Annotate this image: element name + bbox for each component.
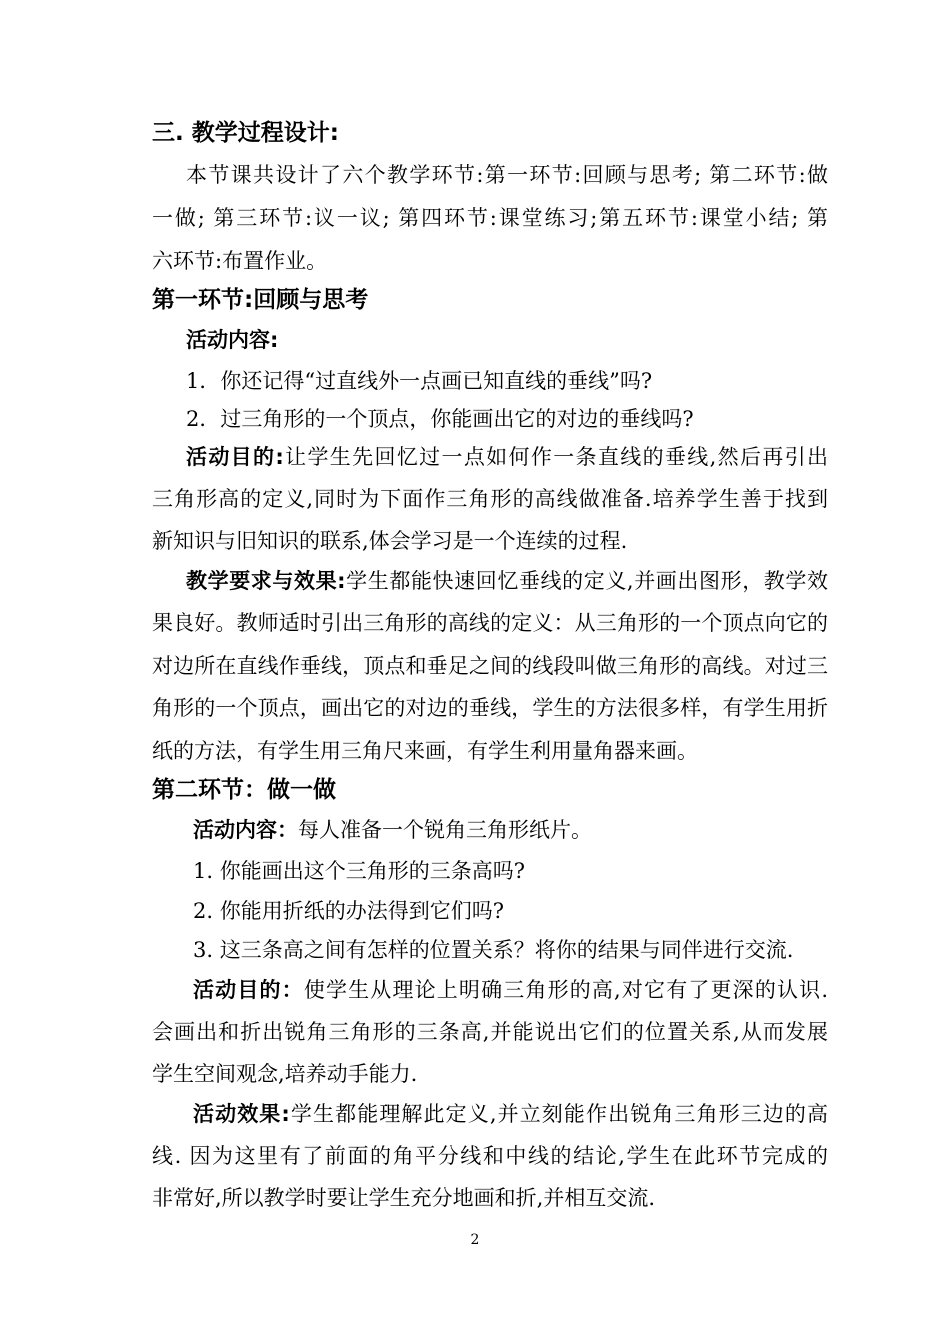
part2-goal-line-1 — [193, 975, 828, 1005]
part1-effect-label: 教学要求与效果: — [186, 569, 346, 593]
part2-item-2: 2. 你能用折纸的办法得到它们吗? — [193, 899, 504, 923]
part1-effect-line-2: 果良好。教师适时引出三角形的高线的定义：从三角形的一个顶点向它的 — [152, 611, 828, 635]
part2-effect-line-1 — [193, 1099, 828, 1129]
part1-effect-line-3: 对边所在直线作垂线，顶点和垂足之间的线段叫做三角形的高线。对过三 — [152, 654, 828, 678]
part2-item-1: 1. 你能画出这个三角形的三条高吗? — [193, 859, 525, 883]
part1-effect-line-1 — [186, 566, 828, 596]
part2-content-text: 每人准备一个锐角三角形纸片。 — [298, 818, 592, 842]
intro-line-3: 六环节:布置作业。 — [152, 249, 328, 273]
part1-goal-text: 让学生先回忆过一点如何作一条直线的垂线,然后再引出 — [283, 445, 828, 469]
part1-goal-label: 活动目的: — [186, 445, 284, 469]
part2-effect-label: 活动效果: — [193, 1102, 290, 1126]
part1-heading: 第一环节:回顾与思考 — [152, 287, 369, 313]
page-number: 2 — [470, 1232, 480, 1248]
part2-goal-line-3: 学生空间观念,培养动手能力. — [152, 1062, 418, 1086]
part2-content-label: 活动内容： — [193, 818, 298, 842]
part2-item-3: 3. 这三条高之间有怎样的位置关系？将你的结果与同伴进行交流. — [193, 938, 794, 962]
part1-effect-line-5: 纸的方法，有学生用三角尺来画，有学生利用量角器来画。 — [152, 739, 698, 763]
part2-goal-text: 使学生从理论上明确三角形的高,对它有了更深的认识. — [303, 978, 829, 1002]
part1-item-1: 1．你还记得“过直线外一点画已知直线的垂线”吗? — [186, 369, 653, 393]
part1-goal-line-1 — [186, 442, 828, 472]
part2-effect-text: 学生都能理解此定义,并立刻能作出锐角三角形三边的高 — [289, 1102, 828, 1126]
intro-line-2: 一做; 第三环节:议一议; 第四环节:课堂练习;第五环节:课堂小结; 第 — [152, 206, 828, 230]
part2-effect-line-2: 线. 因为这里有了前面的角平分线和中线的结论,学生在此环节完成的 — [152, 1144, 828, 1168]
part2-content-line — [193, 815, 893, 845]
part1-goal-line-3: 新知识与旧知识的联系,体会学习是一个连续的过程. — [152, 529, 628, 553]
part2-goal-label: 活动目的： — [193, 978, 304, 1002]
section-title: 三. 教学过程设计: — [152, 120, 339, 146]
intro-line-1: 本节课共设计了六个教学环节:第一环节:回顾与思考; 第二环节:做 — [186, 163, 828, 187]
part1-item-2: 2．过三角形的一个顶点，你能画出它的对边的垂线吗? — [186, 407, 694, 431]
part2-effect-line-3: 非常好,所以教学时要让学生充分地画和折,并相互交流. — [152, 1186, 656, 1210]
part1-content-label: 活动内容: — [186, 328, 279, 352]
part1-effect-text: 学生都能快速回忆垂线的定义,并画出图形，教学效 — [345, 569, 828, 593]
part2-heading: 第二环节：做一做 — [152, 777, 336, 803]
part1-effect-line-4: 角形的一个顶点，画出它的对边的垂线，学生的方法很多样，有学生用折 — [152, 696, 828, 720]
part2-goal-line-2: 会画出和折出锐角三角形的三条高,并能说出它们的位置关系,从而发展 — [152, 1020, 828, 1044]
part1-goal-line-2: 三角形高的定义,同时为下面作三角形的高线做准备.培养学生善于找到 — [152, 487, 828, 511]
